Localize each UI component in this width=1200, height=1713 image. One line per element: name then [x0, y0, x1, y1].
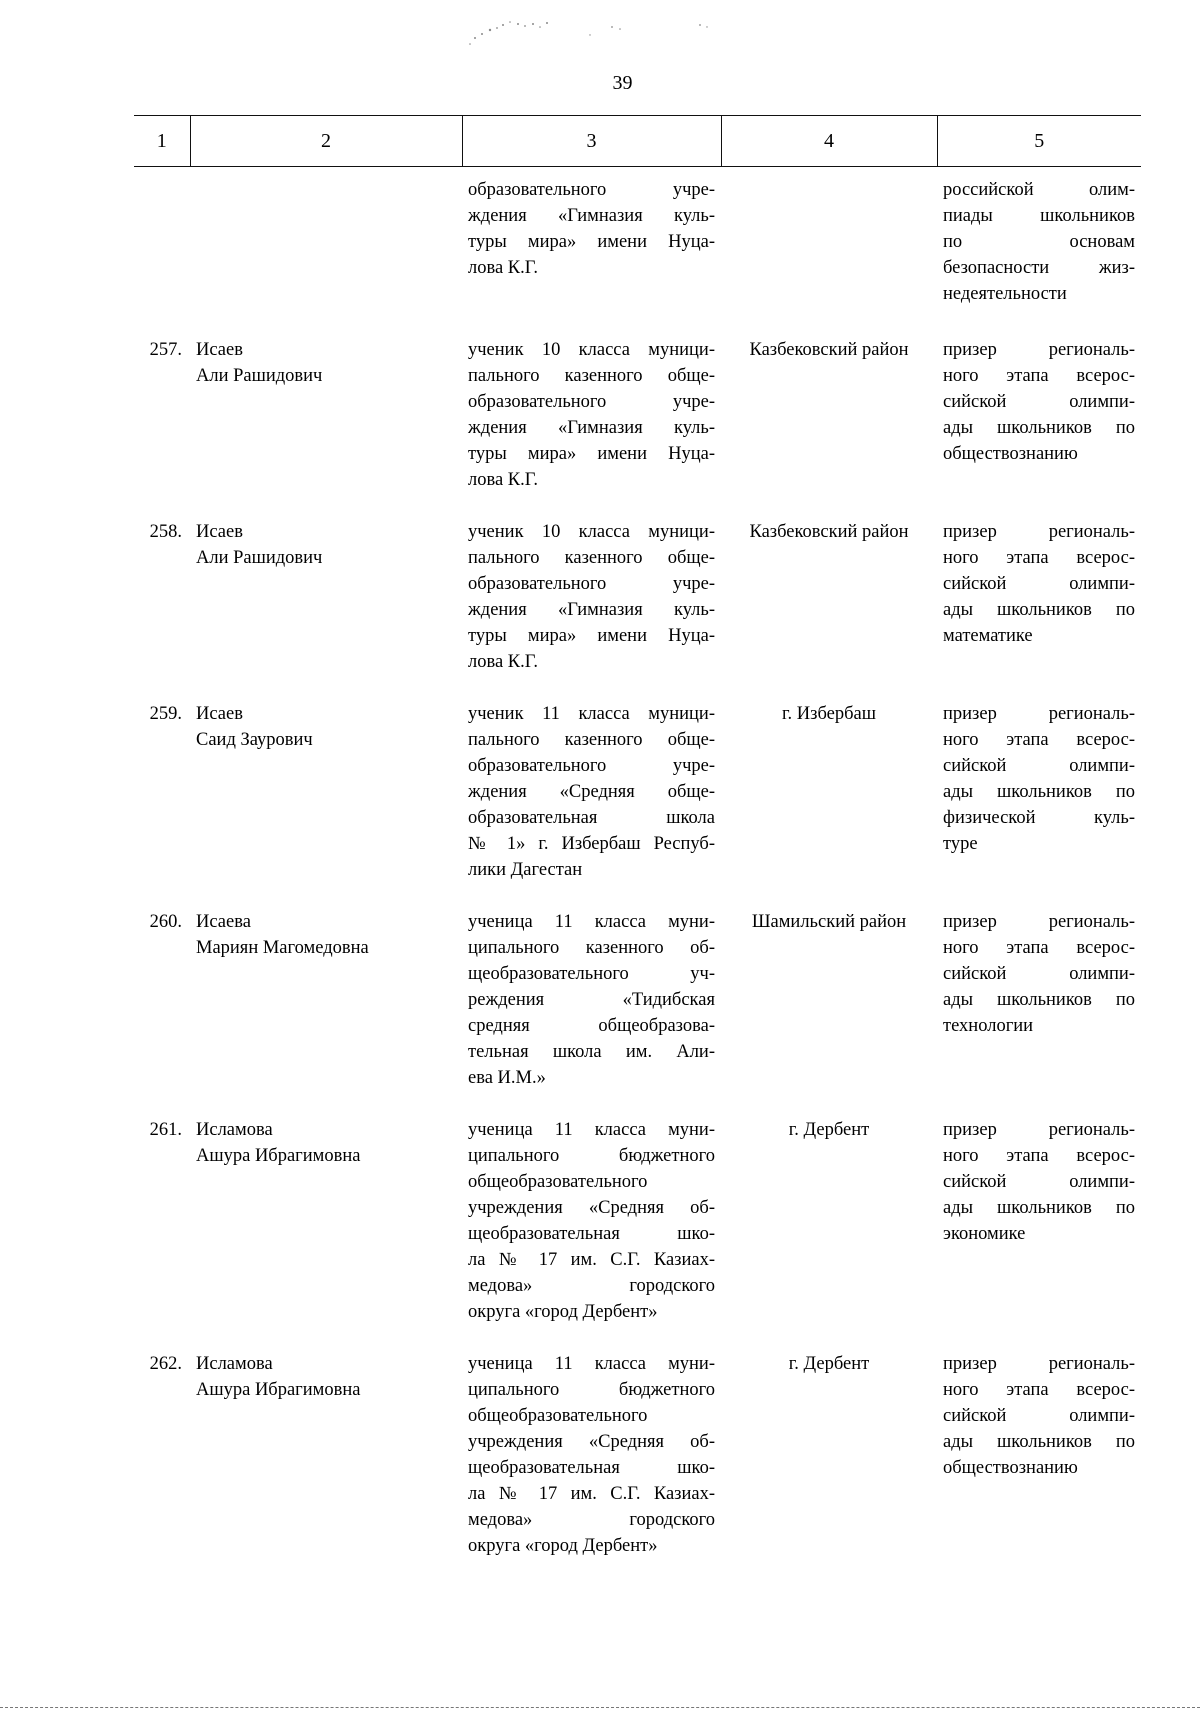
surname: Исаева [196, 912, 251, 932]
awardees-table [134, 115, 1141, 1581]
text-line: экономике [943, 1224, 1026, 1244]
row-number: 260. [149, 912, 182, 932]
text-line: ждения «Гимназия куль- [468, 418, 715, 438]
region-cell [721, 167, 937, 334]
text-line: туры мира» имени Нуца- [468, 444, 715, 464]
institution-cell [462, 333, 721, 515]
text-line: пального казенного обще- [468, 548, 715, 568]
text-line: ады школьников по [943, 600, 1135, 620]
institution-cell [462, 515, 721, 697]
text-line: образовательного учре- [468, 392, 715, 412]
surname: Исламова [196, 1120, 273, 1140]
row-number: 262. [149, 1354, 182, 1374]
text-line: безопасности жиз- [943, 258, 1135, 278]
text-line: обществознанию [943, 1458, 1078, 1478]
institution-cell [462, 697, 721, 905]
text-line: ного этапа всерос- [943, 1380, 1135, 1400]
row-number-cell [134, 167, 190, 334]
row-number: 258. [149, 522, 182, 542]
text-line: туры мира» имени Нуца- [468, 626, 715, 646]
text-line: ады школьников по [943, 418, 1135, 438]
text-line: туры мира» имени Нуца- [468, 232, 715, 252]
achievement-cell [937, 333, 1141, 515]
table-body [134, 167, 1141, 1582]
text-line: ады школьников по [943, 1432, 1135, 1452]
text-line: лова К.Г. [468, 470, 539, 490]
table-header [134, 116, 1141, 167]
achievement-cell [937, 1347, 1141, 1581]
institution-cell [462, 167, 721, 334]
text-line: сийской олимпи- [943, 964, 1135, 984]
text-line: ного этапа всерос- [943, 1146, 1135, 1166]
name-cell [190, 905, 462, 1113]
text-line: ла № 17 им. С.Г. Казиах- [468, 1484, 715, 1504]
institution-cell [462, 1113, 721, 1347]
text-line: призер региональ- [943, 1354, 1135, 1374]
text-line: реждения «Тидибская [468, 990, 715, 1010]
text-line: ады школьников по [943, 782, 1135, 802]
text-line: медова» городского [468, 1510, 715, 1530]
text-line: ципального бюджетного [468, 1146, 715, 1166]
text-line: российской олим- [943, 180, 1135, 200]
text-line: сийской олимпи- [943, 392, 1135, 412]
given-name: Али Рашидович [196, 366, 323, 386]
table-row-continuation [134, 167, 1141, 334]
text-line: образовательного учре- [468, 180, 715, 200]
given-name: Саид Заурович [196, 730, 313, 750]
text-line: ла № 17 им. С.Г. Казиах- [468, 1250, 715, 1270]
text-line: сийской олимпи- [943, 756, 1135, 776]
text-line: образовательного учре- [468, 574, 715, 594]
region-cell: Казбековский район [749, 340, 909, 360]
achievement-cell [937, 1113, 1141, 1347]
text-line: обществознанию [943, 444, 1078, 464]
text-line: ученица 11 класса муни- [468, 1354, 715, 1374]
given-name: Ашура Ибрагимовна [196, 1380, 361, 1400]
text-line: физической куль- [943, 808, 1135, 828]
table-row [134, 333, 1141, 515]
text-line: лики Дагестан [468, 860, 583, 880]
surname: Исаев [196, 522, 243, 542]
text-line: технологии [943, 1016, 1034, 1036]
region-cell: г. Избербаш [782, 704, 876, 724]
text-line: сийской олимпи- [943, 1172, 1135, 1192]
text-line: сийской олимпи- [943, 1406, 1135, 1426]
row-number: 261. [149, 1120, 182, 1140]
name-cell [190, 333, 462, 515]
table-row [134, 515, 1141, 697]
text-line: пального казенного обще- [468, 730, 715, 750]
achievement-cell [937, 905, 1141, 1113]
text-line: ученик 10 класса муници- [468, 522, 715, 542]
given-name: Ашура Ибрагимовна [196, 1146, 361, 1166]
name-cell [190, 1347, 462, 1581]
row-number: 257. [149, 340, 182, 360]
text-line: ждения «Средняя обще- [468, 782, 715, 802]
institution-cell [462, 905, 721, 1113]
text-line: ученик 10 класса муници- [468, 340, 715, 360]
text-line: № 1» г. Избербаш Респуб- [468, 834, 715, 854]
text-line: ного этапа всерос- [943, 938, 1135, 958]
achievement-cell [937, 697, 1141, 905]
text-line: ады школьников по [943, 990, 1135, 1010]
text-line: туре [943, 834, 978, 854]
text-line: средняя общеобразова- [468, 1016, 715, 1036]
text-line: учреждения «Средняя об- [468, 1432, 715, 1452]
text-line: ципального казенного об- [468, 938, 715, 958]
given-name: Мариян Магомедовна [196, 938, 369, 958]
text-line: ждения «Гимназия куль- [468, 600, 715, 620]
name-cell [190, 697, 462, 905]
region-cell: Шамильский район [751, 912, 907, 932]
region-cell: Казбековский район [749, 522, 909, 542]
text-line: ного этапа всерос- [943, 730, 1135, 750]
column-header: 4 [721, 116, 937, 167]
text-line: ады школьников по [943, 1198, 1135, 1218]
region-cell: г. Дербент [788, 1354, 870, 1374]
given-name: Али Рашидович [196, 548, 323, 568]
text-line: ученица 11 класса муни- [468, 912, 715, 932]
text-line: округа «город Дербент» [468, 1302, 658, 1322]
text-line: призер региональ- [943, 1120, 1135, 1140]
table-row [134, 697, 1141, 905]
page-number: 39 [612, 72, 633, 94]
text-line: пиады школьников [943, 206, 1135, 226]
column-header: 2 [190, 116, 462, 167]
text-line: призер региональ- [943, 912, 1135, 932]
text-line: лова К.Г. [468, 652, 539, 672]
text-line: учреждения «Средняя об- [468, 1198, 715, 1218]
text-line: призер региональ- [943, 340, 1135, 360]
region-cell: г. Дербент [788, 1120, 870, 1140]
text-line: ученица 11 класса муни- [468, 1120, 715, 1140]
text-line: общеобразовательного [468, 1172, 648, 1192]
text-line: по основам [943, 232, 1135, 252]
name-cell [190, 167, 462, 334]
text-line: недеятельности [943, 284, 1067, 304]
text-line: общеобразовательного [468, 1406, 648, 1426]
text-line: призер региональ- [943, 522, 1135, 542]
text-line: ципального бюджетного [468, 1380, 715, 1400]
achievement-cell [937, 515, 1141, 697]
text-line: пального казенного обще- [468, 366, 715, 386]
achievement-cell [937, 167, 1141, 334]
column-header: 1 [134, 116, 190, 167]
text-line: ученик 11 класса муници- [468, 704, 715, 724]
text-line: медова» городского [468, 1276, 715, 1296]
text-line: ева И.М.» [468, 1068, 546, 1088]
text-line: щеобразовательного уч- [468, 964, 715, 984]
name-cell [190, 515, 462, 697]
text-line: образовательного учре- [468, 756, 715, 776]
text-line: призер региональ- [943, 704, 1135, 724]
text-line: щеобразовательная шко- [468, 1458, 715, 1478]
name-cell [190, 1113, 462, 1347]
text-line: лова К.Г. [468, 258, 539, 278]
column-header: 3 [462, 116, 721, 167]
text-line: округа «город Дербент» [468, 1536, 658, 1556]
text-line: сийской олимпи- [943, 574, 1135, 594]
table-row [134, 905, 1141, 1113]
scan-edge-line [0, 1707, 1200, 1708]
table-row [134, 1113, 1141, 1347]
institution-cell [462, 1347, 721, 1581]
text-line: математике [943, 626, 1033, 646]
surname: Исламова [196, 1354, 273, 1374]
text-line: щеобразовательная шко- [468, 1224, 715, 1244]
surname: Исаев [196, 704, 243, 724]
text-line: тельная школа им. Али- [468, 1042, 715, 1062]
text-line: образовательная школа [468, 808, 715, 828]
text-line: ного этапа всерос- [943, 366, 1135, 386]
column-header: 5 [937, 116, 1141, 167]
table-row [134, 1347, 1141, 1581]
text-line: ждения «Гимназия куль- [468, 206, 715, 226]
text-line: ного этапа всерос- [943, 548, 1135, 568]
surname: Исаев [196, 340, 243, 360]
row-number: 259. [149, 704, 182, 724]
